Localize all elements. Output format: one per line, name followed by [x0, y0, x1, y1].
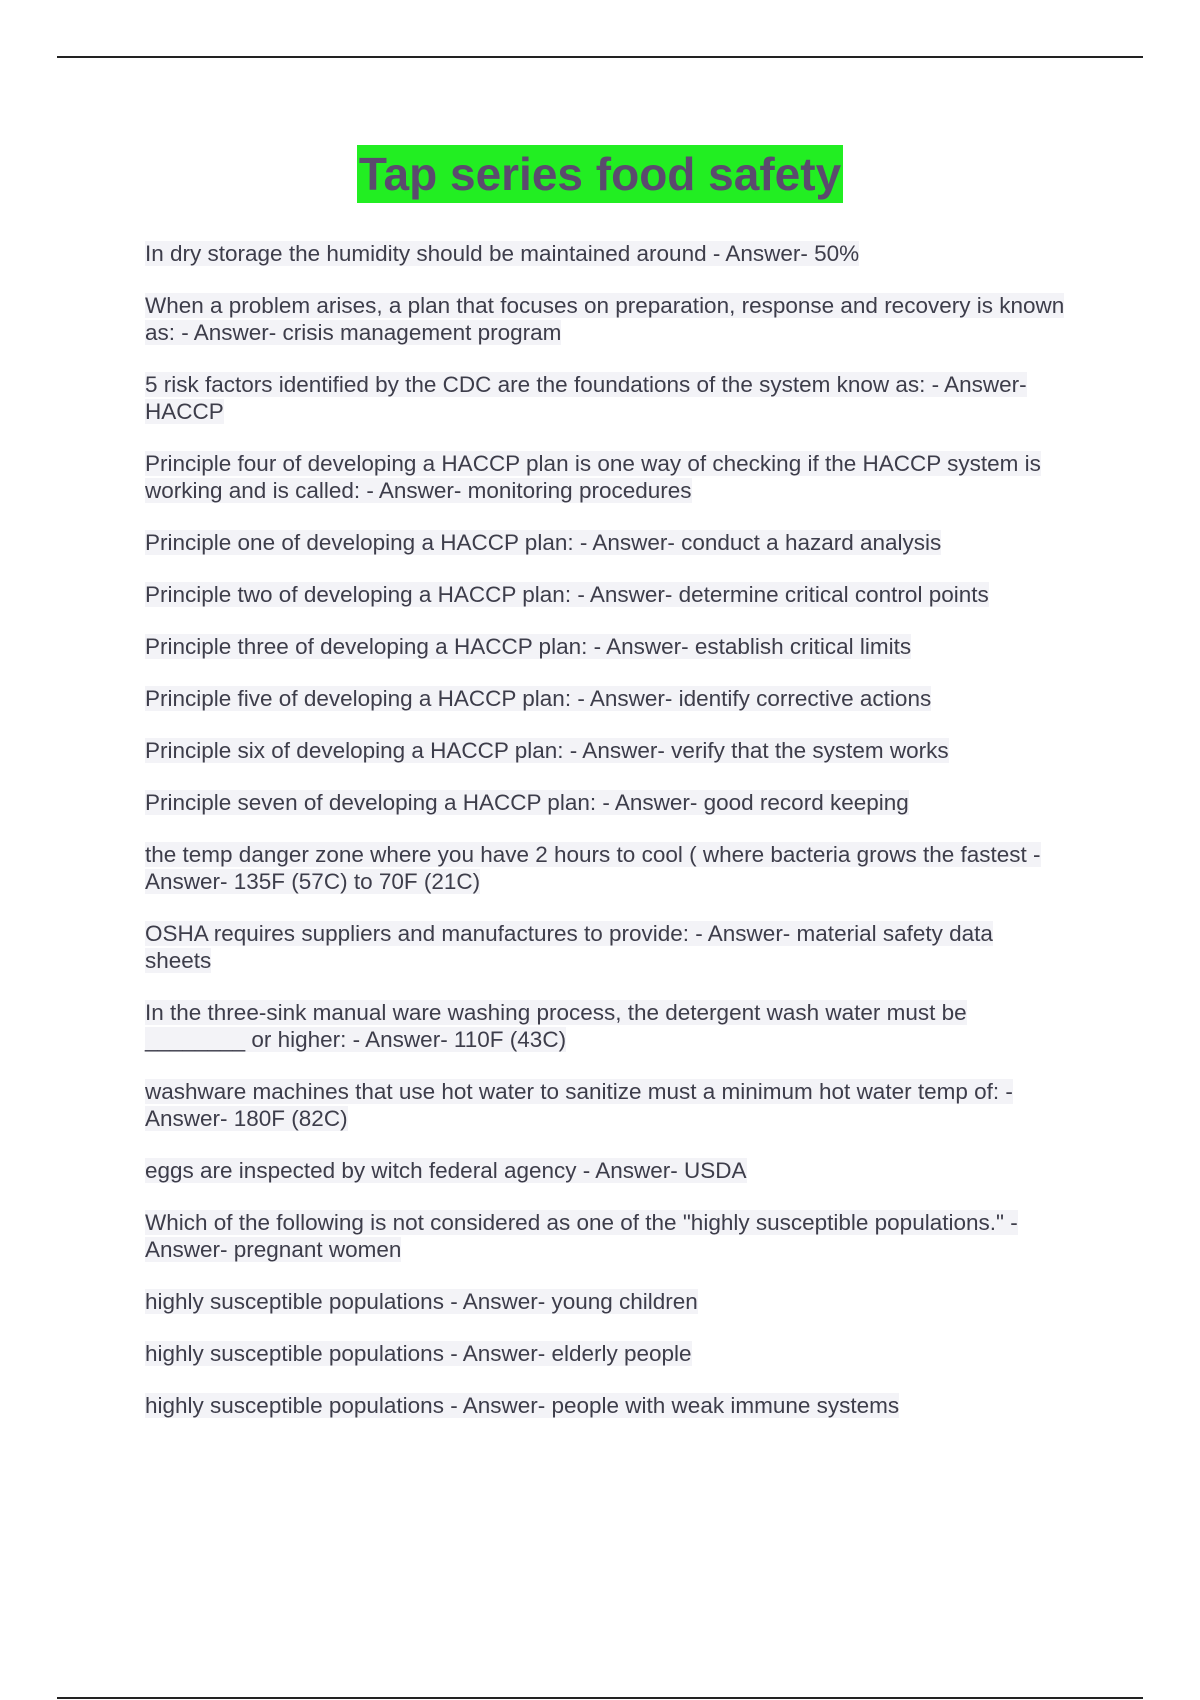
qa-list	[145, 240, 1065, 1444]
qa-item: 5 risk factors identified by the CDC are the foundations of the system know as: - Answer- HACCP	[145, 372, 1027, 424]
qa-item: Principle seven of developing a HACCP plan: - Answer- good record keeping	[145, 790, 909, 815]
qa-item: eggs are inspected by witch federal agency - Answer- USDA	[145, 1158, 747, 1183]
footer-rule	[57, 1697, 1143, 1699]
qa-item: Principle five of developing a HACCP plan: - Answer- identify corrective actions	[145, 686, 932, 711]
header-rule	[57, 56, 1143, 58]
qa-item: Principle one of developing a HACCP plan: - Answer- conduct a hazard analysis	[145, 530, 942, 555]
qa-item: When a problem arises, a plan that focuses on preparation, response and recovery is known as: - Answer- crisis management program	[145, 293, 1065, 345]
qa-item: Principle two of developing a HACCP plan: - Answer- determine critical control points	[145, 582, 989, 607]
qa-item: Which of the following is not considered as one of the "highly susceptible populations." - Answer- pregnant women	[145, 1210, 1018, 1262]
qa-item: In the three-sink manual ware washing process, the detergent wash water must be ________ or higher: - Answer- 110F (43C)	[145, 1000, 967, 1052]
qa-item: the temp danger zone where you have 2 hours to cool ( where bacteria grows the fastest - Answer- 135F (57C) to 70F (21C)	[145, 842, 1041, 894]
qa-item: Principle three of developing a HACCP plan: - Answer- establish critical limits	[145, 634, 912, 659]
qa-item: highly susceptible populations - Answer- young children	[145, 1289, 698, 1314]
qa-item: Principle four of developing a HACCP plan is one way of checking if the HACCP system is working and is called: - Answer- monitoring procedures	[145, 451, 1041, 503]
qa-item: highly susceptible populations - Answer- people with weak immune systems	[145, 1393, 900, 1418]
qa-item: washware machines that use hot water to sanitize must a minimum hot water temp of: - Answer- 180F (82C)	[145, 1079, 1013, 1131]
title-container	[0, 145, 1200, 203]
qa-item: highly susceptible populations - Answer- elderly people	[145, 1341, 692, 1366]
qa-item: OSHA requires suppliers and manufactures to provide: - Answer- material safety data sheets	[145, 921, 993, 973]
qa-item: Principle six of developing a HACCP plan: - Answer- verify that the system works	[145, 738, 949, 763]
qa-item: In dry storage the humidity should be maintained around - Answer- 50%	[145, 241, 860, 266]
document-title: Tap series food safety	[357, 145, 843, 203]
